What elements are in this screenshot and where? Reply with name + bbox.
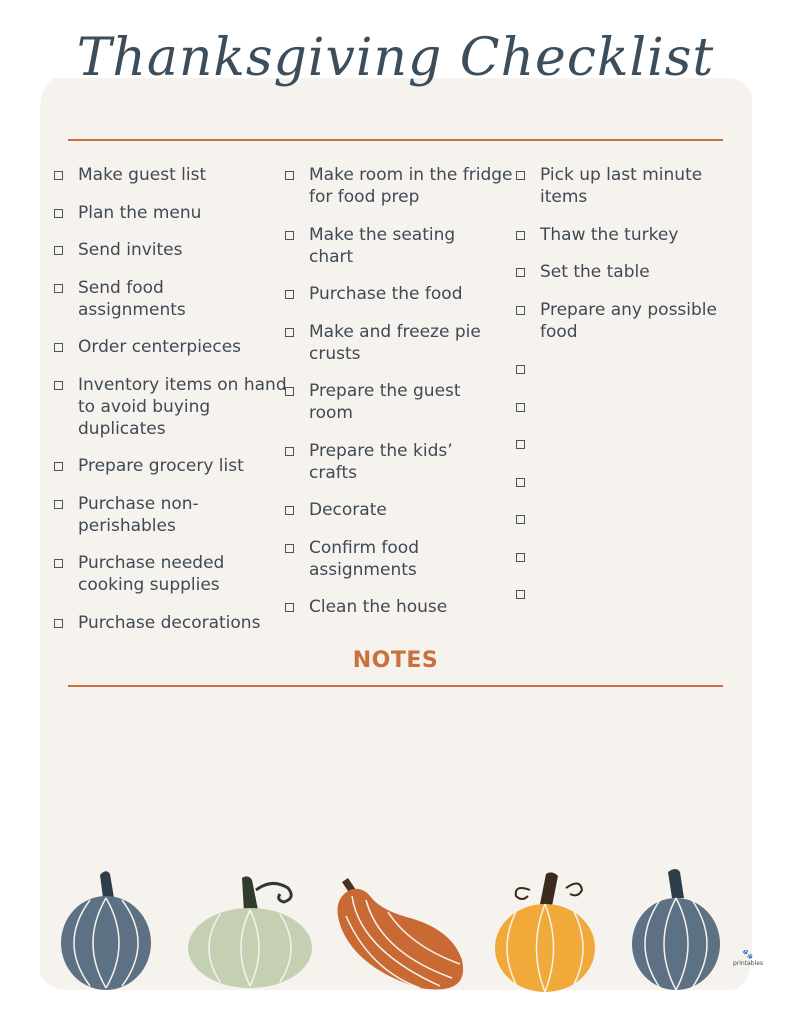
checkbox[interactable]: [285, 328, 294, 337]
blank-checklist-item: [516, 583, 738, 605]
checkbox[interactable]: [516, 306, 525, 315]
checklist-item: Send invites: [54, 239, 276, 261]
checklist-item: Prepare any possible food: [516, 299, 740, 343]
checklist-item: Make and freeze pie crusts: [285, 321, 524, 365]
printables-logo: 🐾 printables: [728, 950, 768, 967]
checkbox[interactable]: [285, 603, 294, 612]
checkbox[interactable]: [285, 387, 294, 396]
checklist-item: Confirm food assignments: [285, 537, 469, 581]
checkbox[interactable]: [285, 447, 294, 456]
checklist-column-2: [285, 164, 513, 634]
checklist-item: Make the seating chart: [285, 224, 499, 268]
checklist-column-3: [516, 164, 738, 621]
notes-heading: NOTES: [352, 648, 439, 673]
yellow-pumpkin-icon: [495, 872, 595, 992]
checklist-item: Purchase the food: [285, 283, 507, 305]
blank-checklist-item: [516, 396, 738, 418]
checkbox[interactable]: [54, 500, 63, 509]
blank-checklist-item: [516, 471, 738, 493]
checkbox[interactable]: [516, 171, 525, 180]
checklist-item: Prepare the guest room: [285, 380, 499, 424]
checkbox[interactable]: [285, 171, 294, 180]
title-divider: [68, 139, 723, 141]
checkbox[interactable]: [285, 290, 294, 299]
blank-checklist-item: [516, 508, 738, 530]
checkbox[interactable]: [54, 171, 63, 180]
checkbox[interactable]: [285, 231, 294, 240]
checkbox[interactable]: [516, 478, 525, 487]
checklist-item: Order centerpieces: [54, 336, 276, 358]
notes-area[interactable]: [68, 690, 723, 850]
slate-pumpkin-icon: [61, 871, 151, 990]
checkbox[interactable]: [54, 209, 63, 218]
checklist-item: Prepare grocery list: [54, 455, 276, 477]
blank-checklist-item: [516, 433, 738, 455]
checkbox[interactable]: [516, 365, 525, 374]
checkbox[interactable]: [54, 619, 63, 628]
checkbox[interactable]: [285, 544, 294, 553]
slate-pumpkin-icon: [632, 869, 720, 990]
checklist-item: Make guest list: [54, 164, 276, 186]
checklist-item: Prepare the kids’ crafts: [285, 440, 489, 484]
checklist-column-1: [54, 164, 287, 649]
checklist-item: Pick up last minute items: [516, 164, 735, 208]
checkbox[interactable]: [516, 515, 525, 524]
checkbox[interactable]: [516, 553, 525, 562]
checkbox[interactable]: [54, 343, 63, 352]
checkbox[interactable]: [54, 559, 63, 568]
checklist-item: Inventory items on hand to avoid buying duplicates: [54, 374, 298, 440]
checklist-item: Set the table: [516, 261, 738, 283]
checklist-item: Thaw the turkey: [516, 224, 738, 246]
checkbox[interactable]: [285, 506, 294, 515]
sage-pumpkin-icon: [188, 876, 312, 988]
pumpkin-decoration: [0, 860, 791, 1000]
checkbox[interactable]: [516, 590, 525, 599]
checklist-item: Make room in the fridge for food prep: [285, 164, 514, 208]
checkbox[interactable]: [54, 246, 63, 255]
checkbox[interactable]: [516, 440, 525, 449]
checkbox[interactable]: [54, 462, 63, 471]
blank-checklist-item: [516, 358, 738, 380]
checkbox[interactable]: [54, 284, 63, 293]
checkbox[interactable]: [516, 231, 525, 240]
checklist-item: Purchase decorations: [54, 612, 308, 634]
checkbox[interactable]: [54, 381, 63, 390]
notes-divider: [68, 685, 723, 687]
checklist-item: Purchase needed cooking supplies: [54, 552, 248, 596]
checklist-item: Clean the house: [285, 596, 507, 618]
checkbox[interactable]: [516, 268, 525, 277]
checklist-item: Plan the menu: [54, 202, 276, 224]
page-title: Thanksgiving Checklist: [76, 28, 715, 88]
checkbox[interactable]: [516, 403, 525, 412]
logo-mark-icon: 🐾: [742, 950, 754, 960]
checklist-item: Send food assignments: [54, 277, 218, 321]
orange-squash-icon: [338, 878, 464, 989]
checklist-item: Decorate: [285, 499, 507, 521]
blank-checklist-item: [516, 546, 738, 568]
checklist-item: Purchase non-perishables: [54, 493, 208, 537]
